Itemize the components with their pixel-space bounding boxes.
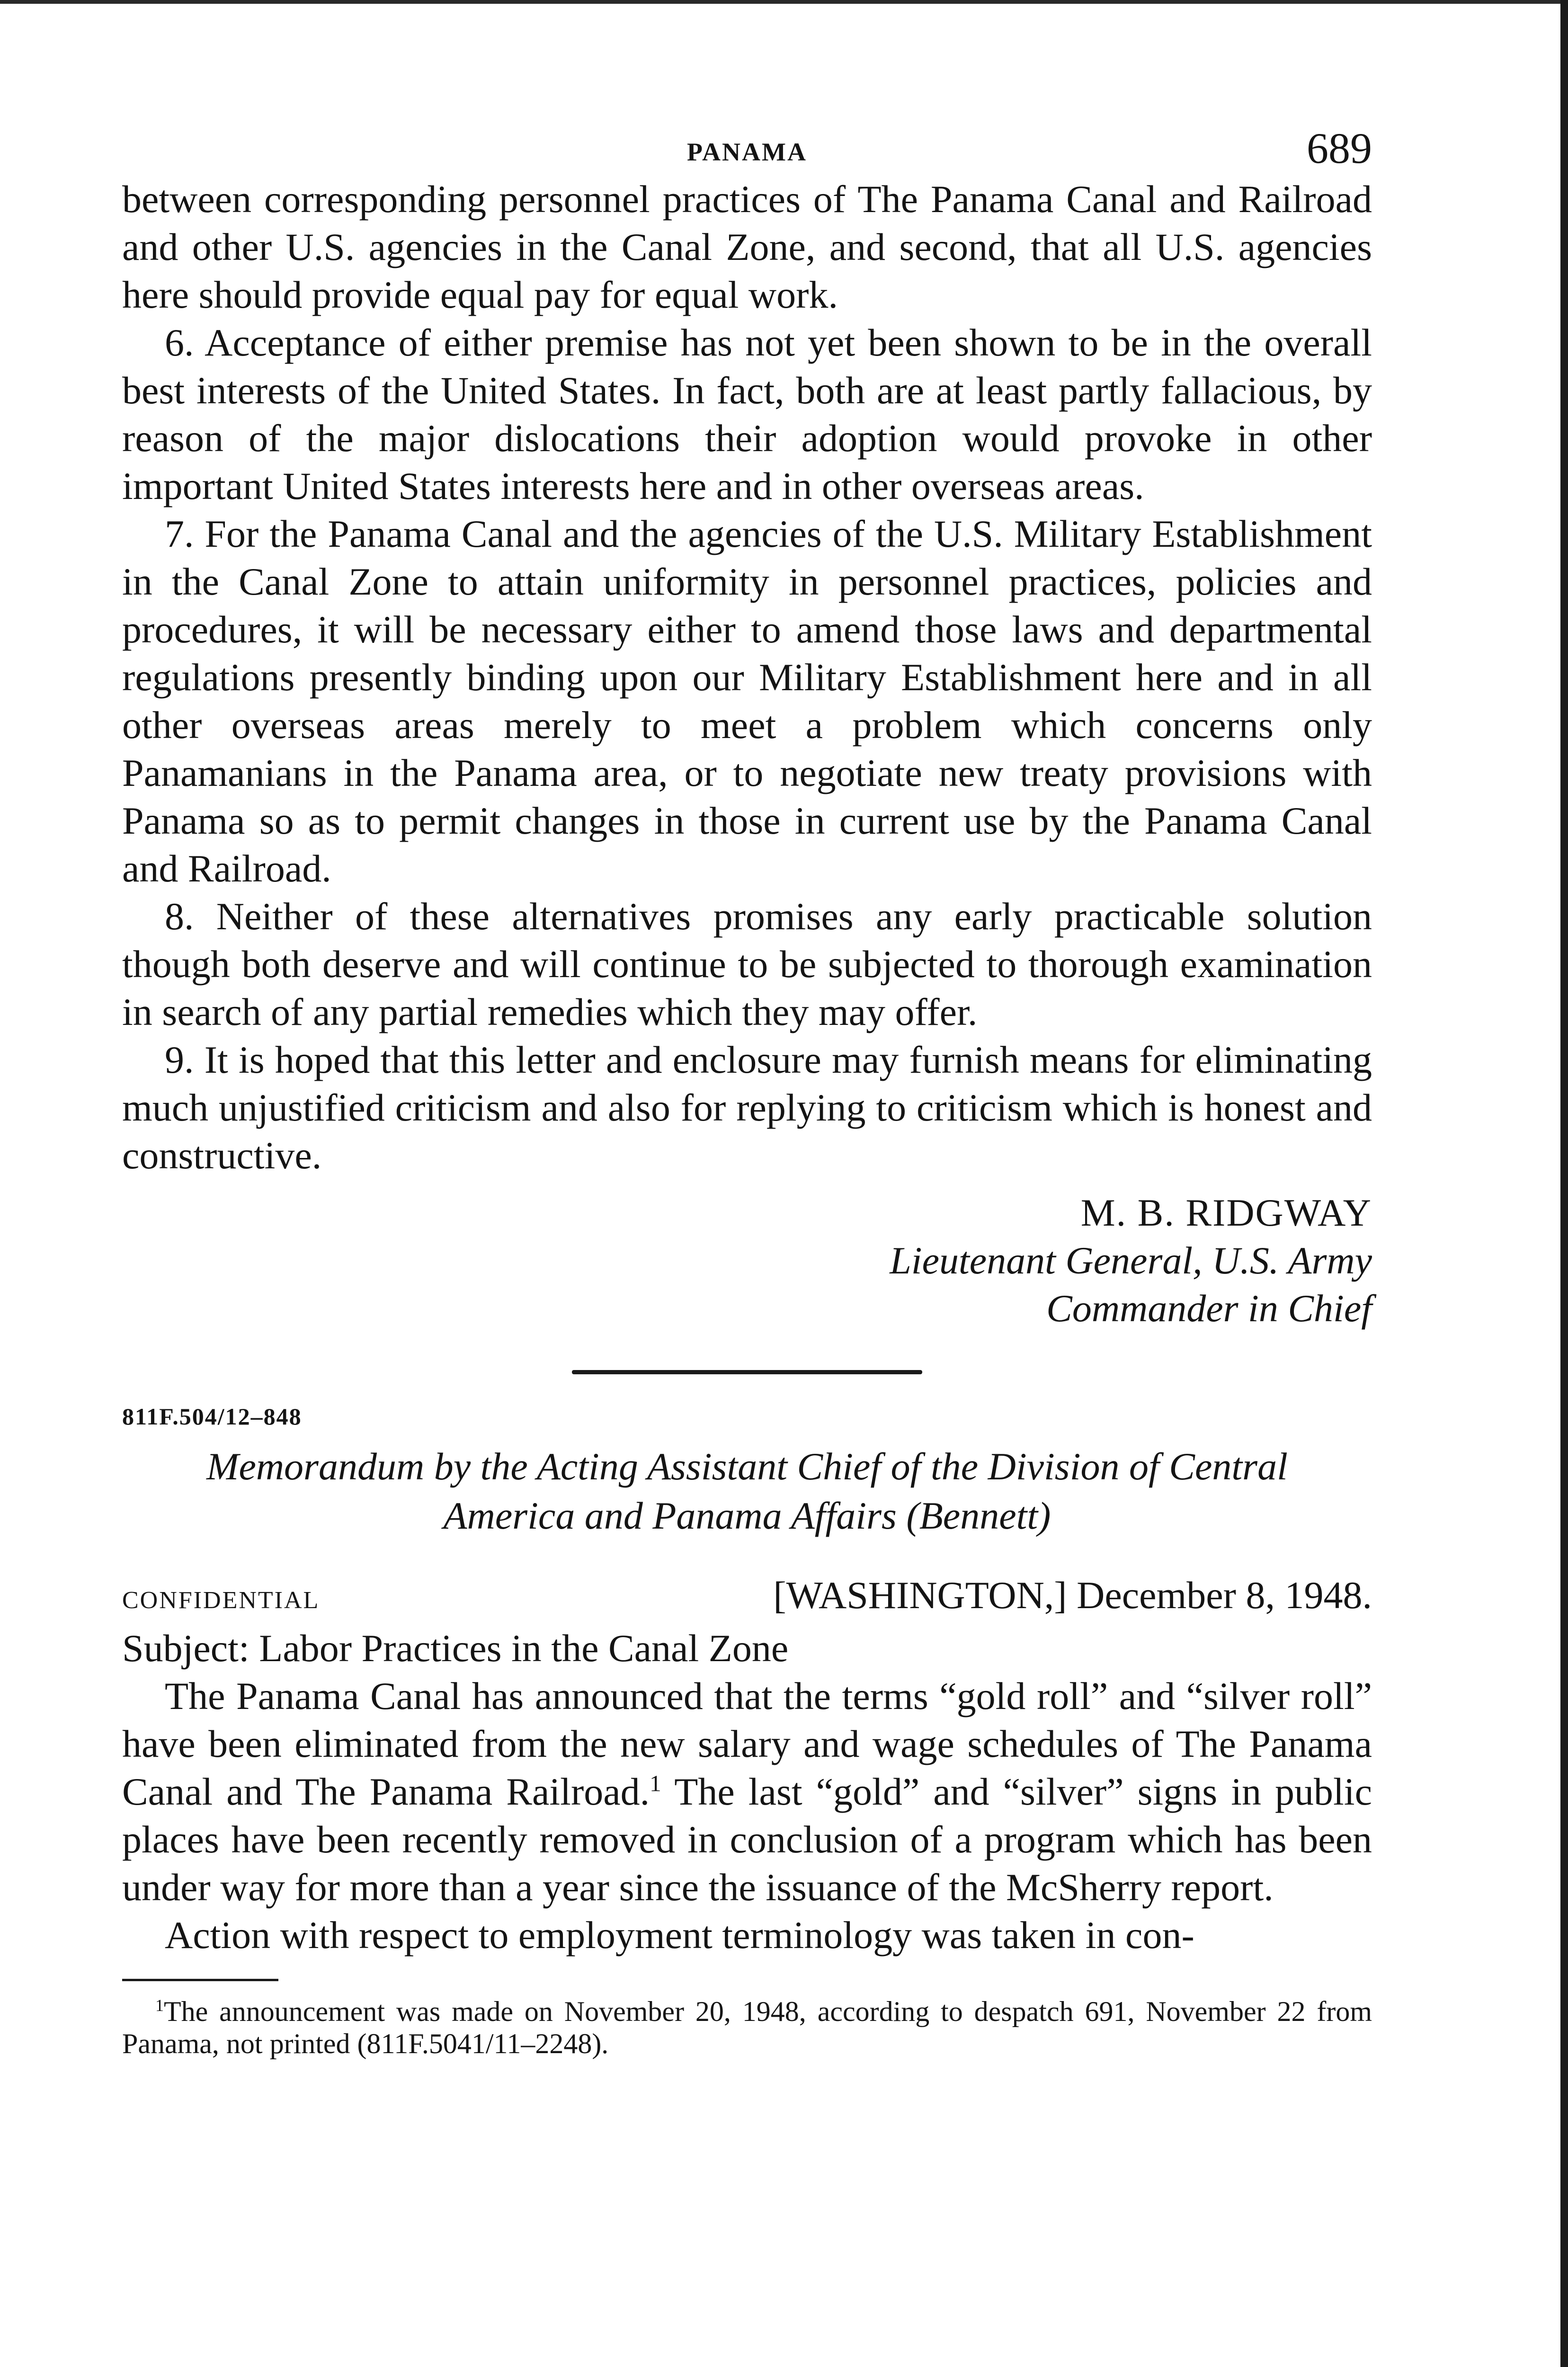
scan-right-edge xyxy=(1560,0,1568,2367)
memo-title-line-2: America and Panama Affairs (Bennett) xyxy=(443,1494,1051,1537)
paragraph-9: 9. It is hoped that this letter and enclosure may furnish means for eliminating much unjustified criticism and also for replying to criticism which is honest and constructive. xyxy=(122,1038,1372,1177)
running-title: PANAMA xyxy=(687,138,807,166)
footnote xyxy=(122,1995,1372,2060)
scan-top-edge xyxy=(0,0,1568,4)
memo-paragraph-1-part-a: The Panama Canal has announced that the terms “gold roll” and “silver roll” have been eliminated from the new salary and wage schedules of The Panama Canal and The Panama Railroad. xyxy=(122,1674,1372,1813)
footnote-text: The announcement was made on November 20, 1948, according to despatch 691, November 22 from Panama, not printed (811F.5041/11–2248). xyxy=(122,1996,1372,2059)
file-number: 811F.504/12–848 xyxy=(122,1403,302,1430)
paragraph-6: 6. Acceptance of either premise has not yet been shown to be in the overall best interests of the United States. In fact, both are at least partly fallacious, by reason of the major dislocations their adoption would provoke in other important United States interests here and in other overseas areas. xyxy=(122,321,1372,507)
memo-paragraph-2: Action with respect to employment terminology was taken in con- xyxy=(165,1913,1194,1957)
memo-paragraph-1-part-b: The last “gold” and “silver” signs in public places have been recently removed in conclusion of a program which has been under way for more than a year since the issuance of the McSherry report. xyxy=(122,1770,1372,1909)
memo-paragraph-1 xyxy=(122,1672,1372,1911)
footnote-rule xyxy=(122,1979,278,1981)
footnote-reference: 1 xyxy=(650,1770,661,1797)
section-divider xyxy=(572,1370,922,1374)
page-number: 689 xyxy=(1307,124,1372,172)
classification-label: CONFIDENTIAL xyxy=(122,1587,320,1614)
signature-title: Commander in Chief xyxy=(1046,1287,1372,1330)
memo-title-line-1: Memorandum by the Acting Assistant Chief of the Division of Central xyxy=(206,1445,1288,1488)
running-head xyxy=(122,123,1372,175)
document-page xyxy=(122,123,1372,2060)
paragraph-continued: between corresponding personnel practices of The Panama Canal and Railroad and other U.S. agencies in the Canal Zone, and second, that all U.S. agencies here should provide equal pay for equal work. xyxy=(122,178,1372,316)
dateline-row xyxy=(122,1571,1372,1624)
signature-block xyxy=(122,1189,1372,1332)
paragraph-8: 8. Neither of these alternatives promises any early practicable solution though both deserve and will continue to be subjected to thorough examination in search of any partial remedies which they may offer. xyxy=(122,895,1372,1033)
signature-name: M. B. RIDGWAY xyxy=(1080,1191,1372,1234)
footnote-marker: 1 xyxy=(155,1996,164,2015)
memo-title xyxy=(122,1442,1372,1540)
paragraph-7: 7. For the Panama Canal and the agencies of the U.S. Military Establishment in the Canal Zone to attain uniformity in personnel practices, policies and procedures, it will be necessary either to amend those laws and departmental regulations presently binding upon our Military Establishment here and in all other overseas areas merely to meet a problem which concerns only Panamanians in the Panama area, or to negotiate new treaty provisions with Panama so as to permit changes in those in current use by the Panama Canal and Railroad. xyxy=(122,512,1372,890)
subject-line: Subject: Labor Practices in the Canal Zone xyxy=(122,1627,789,1670)
dateline: [WASHINGTON,] December 8, 1948. xyxy=(773,1574,1372,1617)
signature-rank: Lieutenant General, U.S. Army xyxy=(890,1239,1372,1282)
